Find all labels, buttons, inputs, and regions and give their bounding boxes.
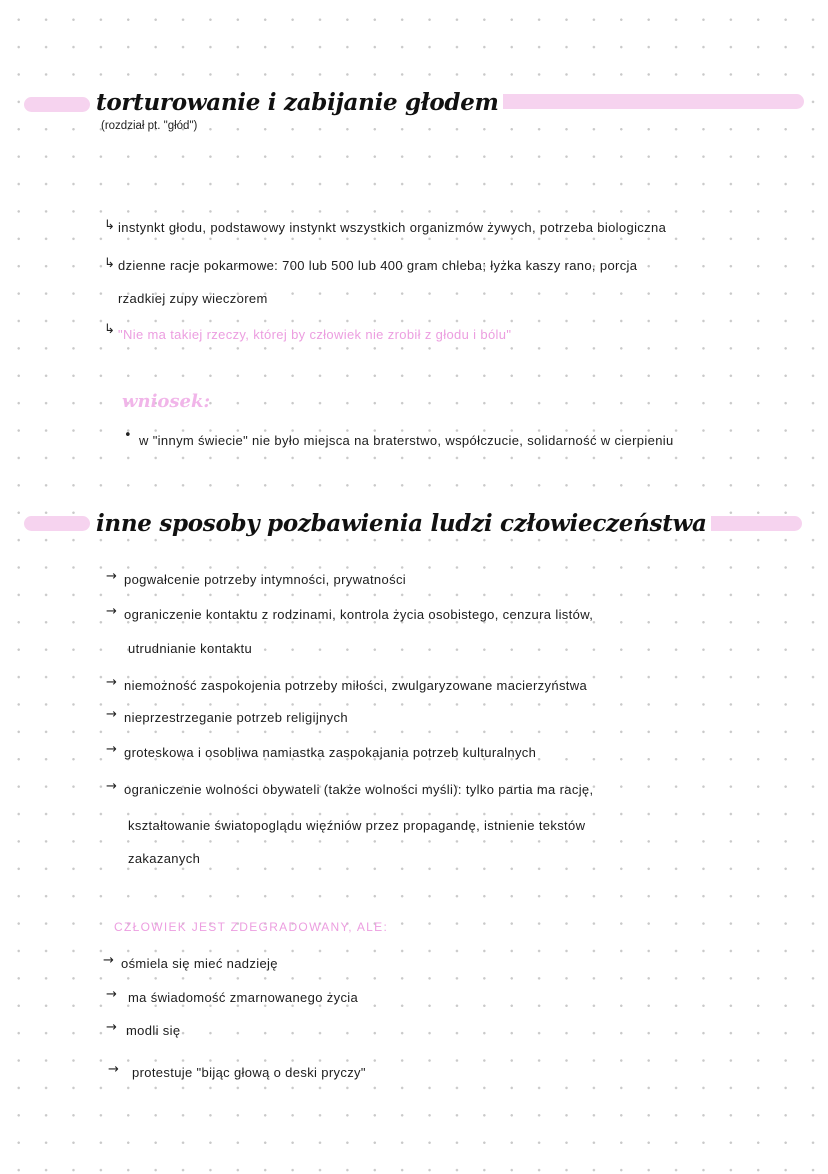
section-title-hunger: torturowanie i zabijanie głodem (92, 89, 503, 116)
bullet-dot-icon: • (124, 428, 132, 443)
section-title-dehumanization: inne sposoby pozbawienia ludzi człowieczeństwa (92, 510, 711, 537)
bullet-line: dzienne racje pokarmowe: 700 lub 500 lub 400 gram chleba; łyżka kaszy rano, porcja (118, 258, 638, 273)
arrow-icon: → (108, 1062, 119, 1077)
hook-arrow-icon: ↳ (104, 218, 115, 233)
arrow-icon: → (106, 1020, 117, 1035)
bullet-line-continuation: rzadkiej zupy wieczorem (118, 291, 268, 306)
arrow-icon: → (106, 569, 117, 584)
highlight-bar-left (24, 97, 90, 112)
arrow-icon: → (106, 779, 117, 794)
arrow-icon: → (106, 742, 117, 757)
bullet-line-continuation: kształtowanie światopoglądu więźniów przez propagandę, istnienie tekstów (128, 818, 586, 833)
callout-bullet: modli się (126, 1023, 181, 1038)
arrow-icon: → (106, 987, 117, 1002)
callout-bullet: protestuje "bijąc głową o deski pryczy" (132, 1065, 366, 1080)
highlight-bar-left (24, 516, 90, 531)
hook-arrow-icon: ↳ (104, 256, 115, 271)
bullet-line: niemożność zaspokojenia potrzeby miłości, zwulgaryzowane macierzyństwa (124, 678, 588, 693)
highlight-bar-right (466, 94, 804, 109)
arrow-icon: → (106, 604, 117, 619)
bullet-line: ograniczenie wolności obywateli (także wolności myśli): tylko partia ma rację, (124, 782, 594, 797)
bullet-line: pogwałcenie potrzeby intymności, prywatności (124, 572, 407, 587)
bullet-line: groteskowa i osobliwa namiastka zaspokajania potrzeb kulturalnych (124, 745, 537, 760)
conclusion-text: w "innym świecie" nie było miejsca na braterstwo, współczucie, solidarność w cierpieniu (139, 433, 674, 448)
bullet-line-continuation: utrudnianie kontaktu (128, 641, 253, 656)
callout-bullet: ma świadomość zmarnowanego życia (128, 990, 359, 1005)
bullet-line-continuation: zakazanych (128, 851, 201, 866)
bullet-line: ograniczenie kontaktu z rodzinami, kontrola życia osobistego, cenzura listów, (124, 607, 594, 622)
bullet-line: nieprzestrzeganie potrzeb religijnych (124, 710, 348, 725)
callout-bullet: ośmiela się mieć nadzieję (121, 956, 278, 971)
bullet-line: instynkt głodu, podstawowy instynkt wszystkich organizmów żywych, potrzeba biologiczna (118, 220, 667, 235)
section-subtitle: (rozdział pt. "głód") (101, 120, 198, 132)
arrow-icon: → (106, 707, 117, 722)
arrow-icon: → (106, 675, 117, 690)
conclusion-label: wniosek: (122, 391, 211, 412)
arrow-icon: → (103, 953, 114, 968)
callout-heading: CZŁOWIEK JEST ZDEGRADOWANY, ALE: (114, 920, 389, 934)
quote-line: "Nie ma takiej rzeczy, której by człowiek nie zrobił z głodu i bólu" (118, 327, 512, 342)
hook-arrow-icon: ↳ (104, 322, 115, 337)
